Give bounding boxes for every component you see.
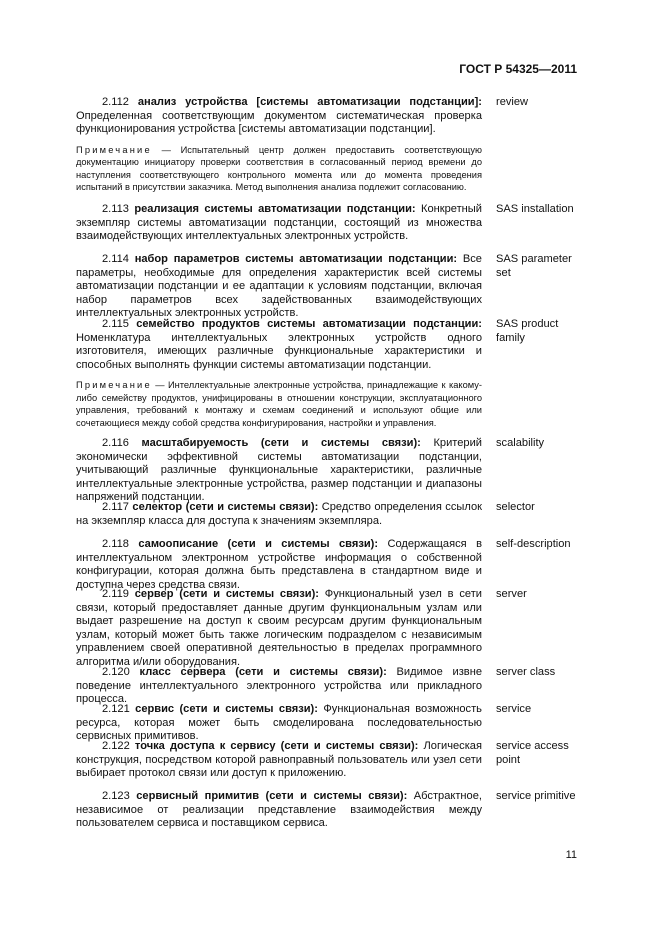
term-definition	[76, 437, 482, 505]
term-number: 2.119	[102, 588, 129, 600]
term-definition	[76, 501, 482, 528]
english-term: service	[496, 703, 532, 715]
term-number: 2.122	[102, 740, 130, 752]
term-definition	[76, 318, 482, 372]
english-term: service primitive	[496, 790, 576, 802]
note-label: Примечание	[76, 380, 152, 391]
term-definition	[76, 253, 482, 321]
term-definition	[76, 740, 482, 781]
term-name: класс сервера (сети и системы связи):	[139, 666, 387, 678]
term-note	[76, 137, 482, 194]
term-def: Средство определения ссылок на экземпляр класса для доступа к значениям экземпляра.	[76, 501, 482, 527]
term-entry-2-122	[76, 740, 586, 781]
note-text: — Интеллектуальные электронные устройства, принадлежащие к какому-либо семейству продуктов, унифицированы в отношении конструкции, эксплуатационного управления, требований к монтажу и схемам соединений и используют общие или сочетающиеся между собой средства конфигурирования, настройки и управления.	[76, 380, 482, 428]
term-entry-2-120	[76, 666, 586, 707]
term-name: реализация системы автоматизации подстанции:	[134, 203, 416, 215]
term-def: Определенная соответствующим документом систематическая проверка функционирования устройства [системы автоматизации подстанции].	[76, 109, 482, 136]
english-term: server	[496, 588, 527, 600]
english-term: selector	[496, 501, 535, 513]
term-number: 2.123	[102, 790, 130, 802]
term-name: сервисный примитив (сети и системы связи):	[136, 790, 408, 802]
term-def: Конкретный экземпляр системы автоматизации подстанции, состоящий из множества взаимодействующих интеллектуальных электронных устройств.	[76, 203, 482, 243]
term-number: 2.118	[102, 538, 129, 550]
term-name: семейство продуктов системы автоматизации подстанции:	[136, 318, 482, 330]
document-header: ГОСТ Р 54325—2011	[459, 62, 577, 76]
term-name: самоописание (сети и системы связи):	[138, 538, 379, 550]
term-number: 2.113	[102, 203, 129, 215]
term-name: набор параметров системы автоматизации подстанции:	[134, 253, 458, 265]
term-definition	[76, 538, 482, 592]
english-term: self-description	[496, 538, 571, 550]
term-number: 2.116	[102, 437, 129, 449]
term-note	[76, 372, 482, 429]
term-def: Все параметры, необходимые для определения характеристик всей системы автоматизации подстанции и ее адаптации к условиям подстанции, включая набор параметров всех задействованных взаимодействующих интеллектуальных электронных устройств.	[76, 253, 482, 320]
term-def: Абстрактное, независимое от реализации представление взаимодействия между пользователем сервиса и поставщиком сервиса.	[76, 790, 482, 830]
term-name: масштабируемость (сети и системы связи):	[141, 437, 421, 449]
term-def: Видимое извне поведение интеллектуального электронного устройства или прикладного процесса.	[76, 666, 482, 706]
term-def: Номенклатура интеллектуальных электронных устройств одного изготовителя, имеющих различные функциональные характеристики и способных выполнять функции системы автоматизации подстанции.	[76, 331, 482, 371]
term-def: Логическая конструкция, посредством которой равноправный пользователь или узел сети выбирает протокол связи или доступ к приложению.	[76, 740, 482, 780]
english-term: SAS product family	[496, 318, 559, 344]
term-number: 2.114	[102, 253, 129, 265]
english-term: SAS parameter set	[496, 253, 572, 279]
term-entry-2-123	[76, 790, 586, 831]
term-name: селектор (сети и системы связи):	[132, 501, 319, 513]
term-number: 2.115	[102, 318, 129, 330]
term-name: сервис (сети и системы связи):	[135, 703, 318, 715]
term-entry-2-121	[76, 703, 586, 744]
term-definition	[76, 666, 482, 707]
note-label: Примечание	[76, 144, 152, 155]
term-def: Функциональная возможность ресурса, которая может быть смоделирована последовательностью сервисных примитивов.	[76, 703, 482, 743]
term-number: 2.117	[102, 501, 129, 513]
term-number: 2.120	[102, 666, 130, 678]
term-definition	[76, 203, 482, 244]
english-term: server class	[496, 666, 556, 678]
term-def: Содержащаяся в интеллектуальном электронном устройстве информация о собственной конфигурации, которая должна быть представлена в стандартном виде и доступна через средства связи.	[76, 538, 482, 591]
term-definition	[76, 703, 482, 744]
note-label-wrap	[76, 145, 152, 155]
term-definition	[76, 790, 482, 831]
term-def: Функциональный узел в сети связи, который предоставляет данные другим функциональным узлам или выдает разрешение на доступ к своим ресурсам другим функциональным узлам, который может быть также логическим подразделом с независимым управлением своей оперативной деятельностью в пределах программного алгоритма и/или оборудования.	[76, 588, 482, 668]
term-entry-2-119	[76, 588, 586, 670]
english-term: SAS installation	[496, 203, 574, 215]
term-entry-2-115	[76, 318, 586, 429]
term-entry-2-117	[76, 501, 586, 528]
term-entry-2-118	[76, 538, 586, 592]
term-name: сервер (сети и системы связи):	[134, 588, 319, 600]
english-term: scalability	[496, 437, 545, 449]
term-name: точка доступа к сервису (сети и системы связи):	[134, 740, 419, 752]
english-term: review	[496, 96, 529, 108]
note-text: — Испытательный центр должен предоставить соответствующую документацию инициатору проверки соответствия в согласованный период времени до наступления соответствующего контрольного момента или до момента проведения испытаний в присутствии заказчика. Метод выполнения анализа подлежит согласованию.	[76, 144, 482, 192]
term-def: Критерий экономически эффективной системы автоматизации подстанции, учитывающий различные функциональные характеристики, различные интеллектуальные электронные устройства, размер подстанции и диапазоны напряжений подстанции.	[76, 437, 482, 504]
term-entry-2-113	[76, 203, 586, 244]
term-number: 2.121	[102, 703, 130, 715]
term-entry-2-114	[76, 253, 586, 321]
page-number: 11	[565, 849, 577, 861]
term-entry-2-116	[76, 437, 586, 505]
term-entry-2-112	[76, 96, 586, 193]
term-name: анализ устройства [системы автоматизации подстанции]:	[137, 96, 482, 108]
term-definition	[76, 588, 482, 670]
term-number: 2.112	[102, 96, 129, 108]
term-definition	[76, 96, 482, 137]
english-term: service access point	[496, 740, 569, 766]
